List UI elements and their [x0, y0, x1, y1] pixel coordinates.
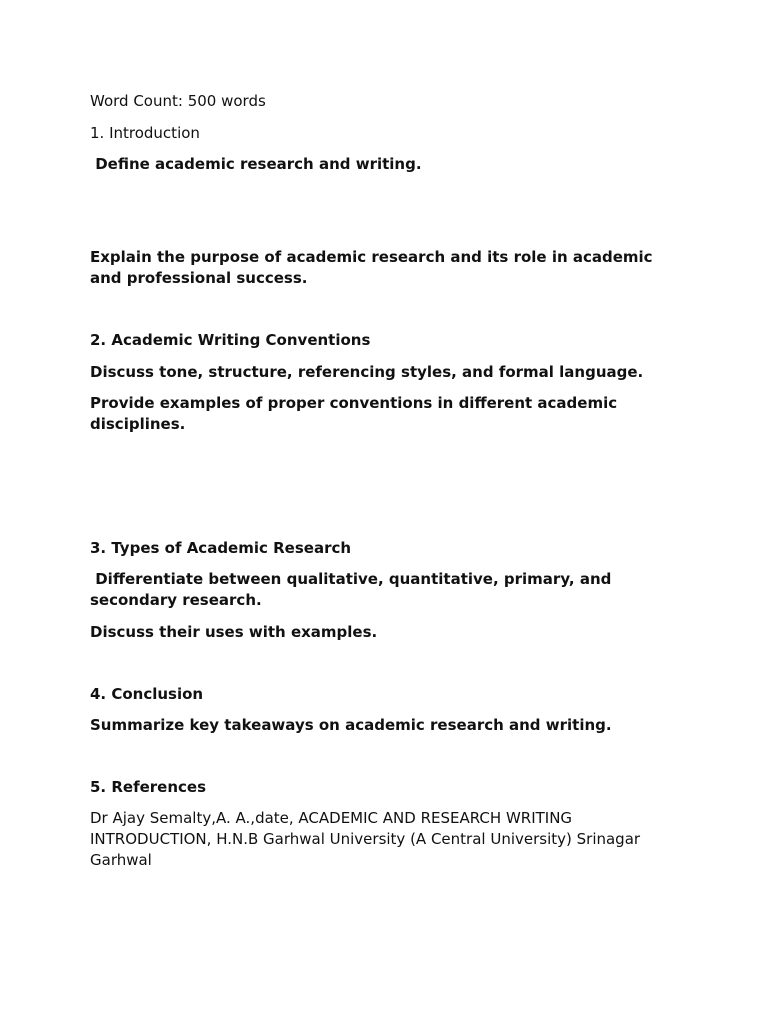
conventions-point-tone: Discuss tone, structure, referencing styles, and formal language. — [90, 363, 644, 381]
types-point-uses: Discuss their uses with examples. — [90, 623, 378, 641]
conclusion-point-summarize: Summarize key takeaways on academic research and writing. — [90, 716, 612, 734]
reference-entry: Dr Ajay Semalty,A. A.,date, ACADEMIC AND RESEARCH WRITING INTRODUCTION, H.N.B Garhwal University (A Central University) Srinagar Garhwal — [90, 809, 641, 869]
section-heading-references: 5. References — [90, 778, 207, 796]
section-heading-conclusion: 4. Conclusion — [90, 685, 204, 703]
section-heading-conventions: 2. Academic Writing Conventions — [90, 331, 371, 349]
conventions-point-examples: Provide examples of proper conventions in different academic disciplines. — [90, 394, 618, 433]
intro-point-define: Define academic research and writing. — [90, 155, 422, 173]
types-point-differentiate: Differentiate between qualitative, quantitative, primary, and secondary research. — [90, 570, 617, 609]
section-heading-introduction: 1. Introduction — [90, 124, 200, 142]
intro-point-purpose: Explain the purpose of academic research and its role in academic and professional success. — [90, 248, 653, 287]
word-count: Word Count: 500 words — [90, 92, 266, 110]
section-heading-types: 3. Types of Academic Research — [90, 539, 352, 557]
